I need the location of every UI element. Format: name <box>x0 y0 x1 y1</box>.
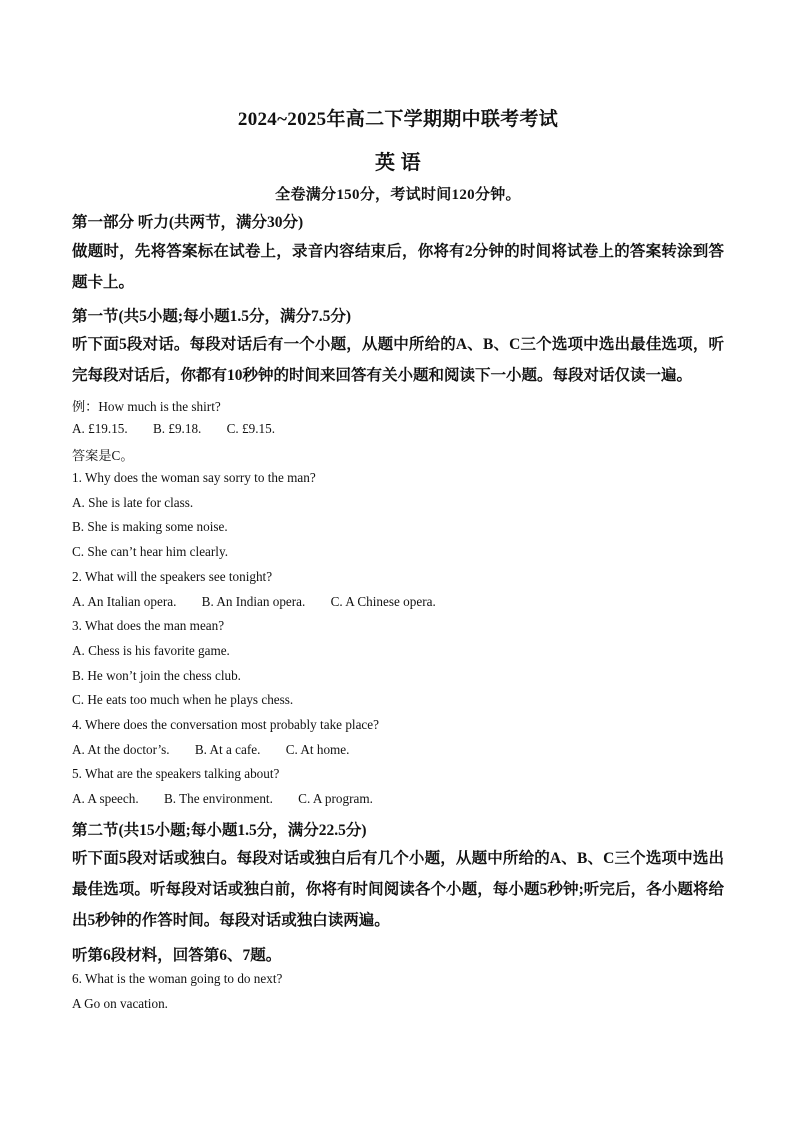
question-1-option-a: A. She is late for class. <box>72 495 194 510</box>
question-5-option-b: B. The environment. <box>163 791 273 806</box>
question-4-option-b: B. At a cafe. <box>194 742 261 757</box>
section2-instruction: 听下面5段对话或独白。每段对话或独白后有几个小题，从题中所给的A、B、C三个选项中选出最佳选项。听每段对话或独白前，你将有时间阅读各个小题，每小题5秒钟;听完后，各小题将给出5秒钟的作答时间。每段对话或独白读两遍。 <box>72 850 724 929</box>
example-option-b: B. £9.18. <box>152 421 202 436</box>
question-3-option-a: A. Chess is his favorite game. <box>72 643 230 658</box>
question-2-options <box>72 594 458 610</box>
subject-title: 英 语 <box>375 152 421 174</box>
example-option-c: C. £9.15. <box>226 421 275 436</box>
question-3-option-c: C. He eats too much when he plays chess. <box>72 692 294 707</box>
question-2-stem: 2. What will the speakers see tonight? <box>72 569 273 584</box>
example-question: 例：How much is the shirt? <box>72 399 221 414</box>
exam-info: 全卷满分150分，考试时间120分钟。 <box>275 187 521 203</box>
example-option-a: A. £19.15. <box>72 421 128 436</box>
question-1-stem: 1. Why does the woman say sorry to the man? <box>72 470 316 485</box>
question-4-stem: 4. Where does the conversation most probably take place? <box>72 717 379 732</box>
question-2-option-c: C. A Chinese opera. <box>330 594 436 609</box>
section1-heading: 第一节(共5小题;每小题1.5分，满分7.5分) <box>72 308 351 325</box>
exam-title: 2024~2025年高二下学期期中联考考试 <box>237 109 559 130</box>
question-5-option-c: C. A program. <box>298 791 373 806</box>
question-5-options <box>72 791 395 807</box>
question-2-option-b: B. An Indian opera. <box>201 594 306 609</box>
question-4-options <box>72 742 371 758</box>
question-2-option-a: A. An Italian opera. <box>72 594 177 609</box>
question-5-stem: 5. What are the speakers talking about? <box>72 766 280 781</box>
question-3-option-b: B. He won’t join the chess club. <box>72 668 241 683</box>
material-note: 听第6段材料，回答第6、7题。 <box>72 947 282 964</box>
question-4-option-a: A. At the doctor’s. <box>72 742 170 757</box>
part1-instruction: 做题时，先将答案标在试卷上，录音内容结束后，你将有2分钟的时间将试卷上的答案转涂到答题卡上。 <box>72 243 724 291</box>
example-answer: 答案是C。 <box>72 448 134 463</box>
question-1-option-b: B. She is making some noise. <box>72 519 228 534</box>
section1-instruction: 听下面5段对话。每段对话后有一个小题，从题中所给的A、B、C三个选项中选出最佳选项，听完每段对话后，你都有10秒钟的时间来回答有关小题和阅读下一小题。每段对话仅读一遍。 <box>72 336 724 384</box>
section2-heading: 第二节(共15小题;每小题1.5分，满分22.5分) <box>72 822 367 839</box>
question-4-option-c: C. At home. <box>285 742 350 757</box>
question-3-stem: 3. What does the man mean? <box>72 618 225 633</box>
part1-heading: 第一部分 听力(共两节，满分30分) <box>72 214 304 231</box>
question-6-stem: 6. What is the woman going to do next? <box>72 971 283 986</box>
question-1-option-c: C. She can’t hear him clearly. <box>72 544 228 559</box>
example-options <box>72 421 297 437</box>
question-5-option-a: A. A speech. <box>72 791 139 806</box>
question-6-option-a: A Go on vacation. <box>72 996 168 1011</box>
